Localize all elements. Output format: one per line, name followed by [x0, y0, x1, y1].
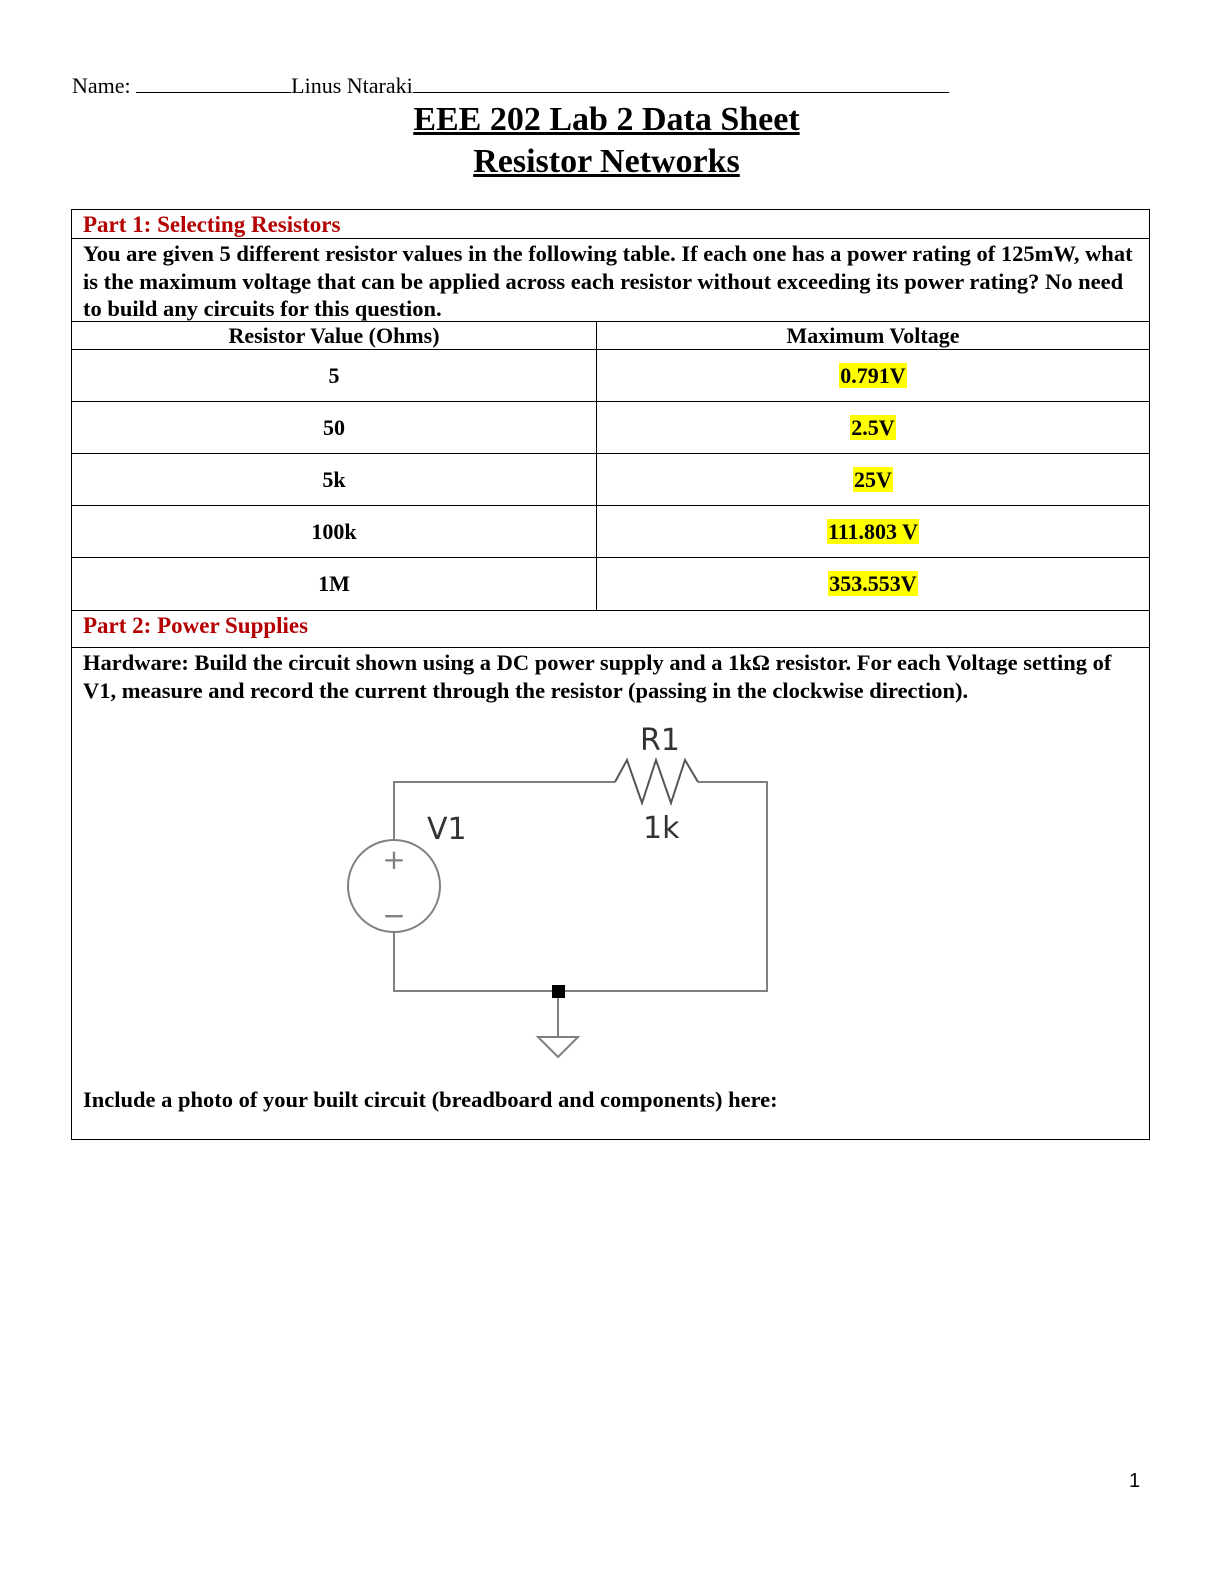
source-label: V1 [427, 812, 467, 847]
table-cell-voltage[interactable] [597, 506, 1149, 557]
name-blank-left [136, 70, 291, 93]
table-cell-voltage[interactable] [597, 454, 1149, 505]
page-subtitle: Resistor Networks [473, 143, 740, 180]
ground-icon [538, 1037, 578, 1057]
photo-prompt: Include a photo of your built circuit (breadboard and components) here: [83, 1087, 778, 1112]
resistor-value: 1k [643, 811, 680, 846]
table-cell-resistor: 5 [328, 363, 340, 388]
voltage-answer: 0.791V [840, 363, 906, 388]
column-header-resistor: Resistor Value (Ohms) [228, 323, 440, 348]
voltage-answer: 111.803 V [827, 519, 919, 544]
ground-node [552, 985, 565, 998]
resistor-symbol [615, 760, 698, 803]
name-label: Name: [72, 73, 131, 98]
part2-instructions: Hardware: Build the circuit shown using a DC power supply and a 1kΩ resistor. For each Voltage setting of V1, measure and record the current through the resistor (passing in the clockwise direction). [83, 650, 1112, 703]
divider [71, 610, 1150, 611]
part1-heading: Part 1: Selecting Resistors [83, 212, 341, 237]
page-number: 1 [1129, 1470, 1141, 1492]
table-cell-resistor: 1M [318, 571, 350, 596]
resistor-label: R1 [640, 723, 680, 758]
minus-sign: − [382, 899, 406, 932]
table-cell-voltage[interactable] [597, 350, 1149, 401]
part1-instructions: You are given 5 different resistor values in the following table. If each one has a power rating of 125mW, what is the maximum voltage that can be applied across each resistor without exceeding its power rating? No need to build any circuits for this question. [83, 241, 1133, 321]
column-header-voltage: Maximum Voltage [786, 323, 960, 348]
voltage-answer: 25V [854, 467, 892, 492]
voltage-answer: 2.5V [851, 415, 895, 440]
voltage-answer: 353.553V [829, 571, 917, 596]
table-cell-resistor: 5k [322, 467, 346, 492]
part2-heading: Part 2: Power Supplies [83, 613, 309, 638]
table-cell-voltage[interactable] [597, 402, 1149, 453]
divider [71, 647, 1150, 648]
name-value[interactable]: Linus Ntaraki [291, 73, 413, 98]
plus-sign: + [382, 843, 406, 876]
table-cell-voltage[interactable] [597, 558, 1149, 610]
name-blank-right [413, 70, 949, 93]
circuit-diagram [330, 715, 790, 1065]
table-cell-resistor: 50 [323, 415, 345, 440]
name-line [72, 70, 949, 101]
table-cell-resistor: 100k [311, 519, 357, 544]
page-title: EEE 202 Lab 2 Data Sheet [413, 101, 800, 138]
